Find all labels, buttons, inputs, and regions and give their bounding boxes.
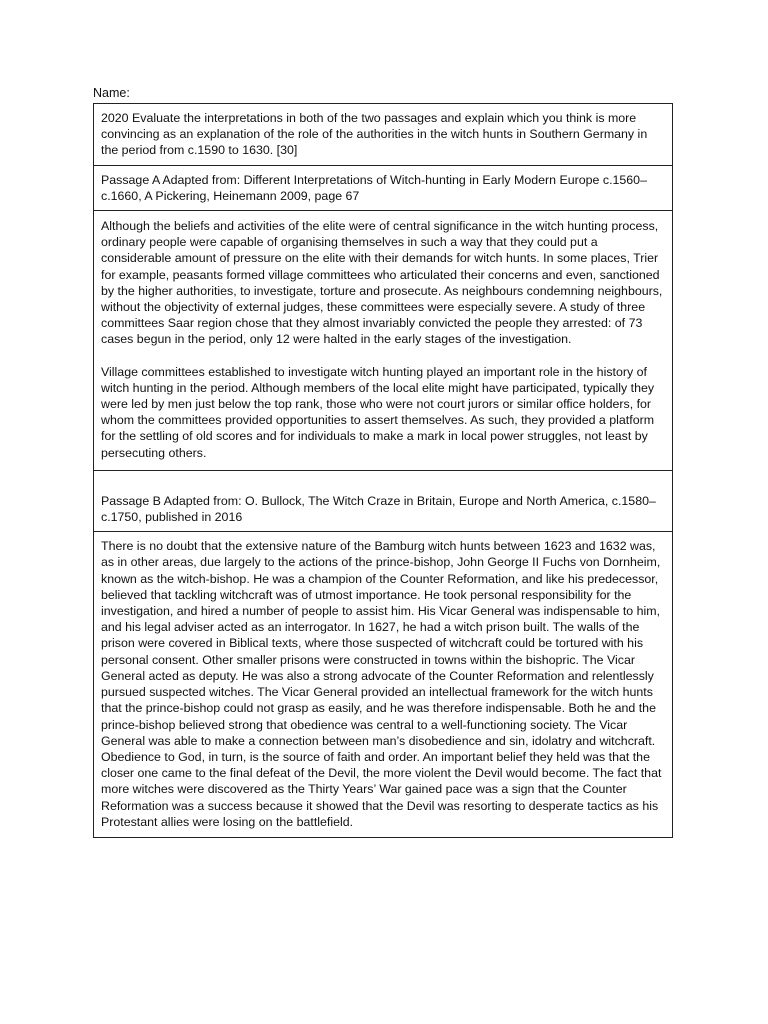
passage-b-source: Passage B Adapted from: O. Bullock, The Witch Craze in Britain, Europe and North America, c.1580–c.1750, published in 2016 (101, 493, 656, 525)
worksheet-page (93, 86, 673, 838)
passage-a-source-cell (94, 165, 672, 210)
name-label: Name: (93, 86, 130, 100)
passage-a-paragraph-1: Although the beliefs and activities of the elite were of central significance in the witch hunting process, ordinary people were capable of organising themselves in such a way that they could put a considerable amount of pressure on the elite with their demands for witch hunts. In some places, Trier for example, peasants formed village committees who articulated their concerns and even, sanctioned by the higher authorities, to investigate, torture and prosecute. As neighbours condemning neighbours, without the objectivity of external judges, these committees were especially severe. A study of three committees Saar region chose that they almost invariably convicted the people they arrested: of 73 cases begun in the period, only 12 were halted in the early stages of the investigation. (101, 219, 663, 347)
worksheet-table (93, 103, 673, 838)
passage-a-source: Passage A Adapted from: Different Interpretations of Witch-hunting in Early Modern Europe c.1560–c.1660, A Pickering, Heinemann 2009, page 67 (101, 172, 647, 203)
passage-b-source-cell (94, 470, 672, 531)
passage-b-paragraph-1: There is no doubt that the extensive nature of the Bamburg witch hunts between 1623 and 1632 was, as in other areas, due largely to the actions of the prince-bishop, John George II Fuchs von Dornheim, known as the witch-bishop. He was a champion of the Counter Reformation, and like his predecessor, believed that tackling witchcraft was of utmost importance. He took personal responsibility for the investigation, and hired a number of people to assist him. His Vicar General was indispensable to him, and his legal adviser acted as an interrogator. In 1627, he had a witch prison built. The walls of the prison were covered in Biblical texts, where those suspected of witchcraft could be tortured with his personal consent. Other smaller prisons were constructed in towns within the bishopric. The Vicar General acted as deputy. He was also a strong advocate of the Counter Reformation and relentlessly pursued suspected witches. The Vicar General provided an intellectual framework for the witch hunts that the prince-bishop could not grasp as easily, and he was therefore indispensable. Both he and the prince-bishop believed strong that obedience was central to a well-functioning society. The Vicar General was able to make a connection between man’s disobedience and sin, idolatry and witchcraft. Obedience to God, in turn, is the source of faith and order. An important belief they held was that the closer one came to the final defeat of the Devil, the more violent the Devil would become. The fact that more witches were discovered as the Thirty Years’ War gained pace was a sign that the Counter Reformation was a success because it showed that the Devil was resorting to desperate tactics as his Protestant allies were losing on the battlefield. (101, 539, 662, 829)
passage-a-body-cell (94, 210, 672, 470)
passage-a-paragraph-2: Village committees established to investigate witch hunting played an important role in the history of witch hunting in the period. Although members of the local elite might have participated, typically they were led by men just below the top rank, those who were not court jurors or similar office holders, for whom the committees provided opportunities to assert themselves. As such, they provided a platform for the settling of old scores and for individuals to make a mark in local power struggles, not least by persecuting others. (101, 364, 655, 460)
question-text: 2020 Evaluate the interpretations in both of the two passages and explain which you think is more convincing as an explanation of the role of the authorities in the witch hunts in Southern Germany in the period from c.1590 to 1630. [30] (101, 111, 648, 158)
passage-b-body-cell (94, 531, 672, 837)
question-cell (94, 104, 672, 165)
